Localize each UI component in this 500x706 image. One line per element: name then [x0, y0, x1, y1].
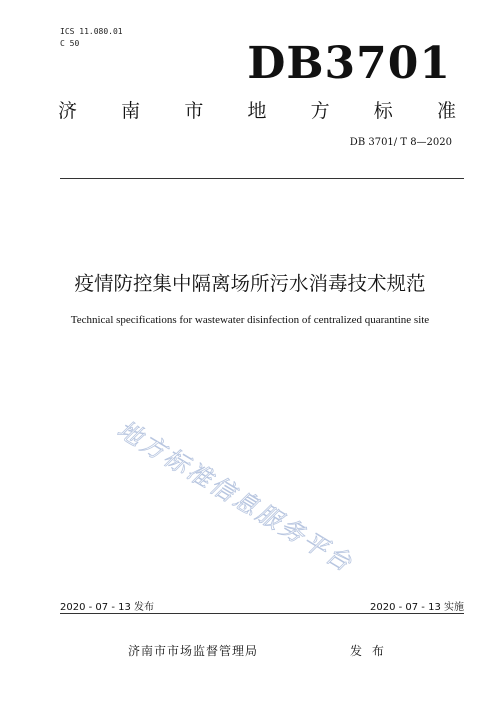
header-divider: [60, 178, 464, 179]
standard-type-char: 地: [247, 100, 267, 122]
ics-code: ICS 11.080.01: [60, 27, 123, 36]
title-english: Technical specifications for wastewater disinfection of centralized quarantine site: [70, 314, 430, 326]
issue-date: 2020 - 07 - 13 发布: [60, 602, 155, 613]
standard-type-char: 准: [436, 100, 456, 122]
implementation-date: 2020 - 07 - 13 实施: [369, 602, 464, 613]
standard-type-char: 市: [184, 100, 204, 122]
standard-logo: DB3701: [247, 38, 451, 89]
issuing-authority: 济南市市场监督管理局: [128, 644, 259, 658]
standard-number: DB 3701/ T 8—2020: [349, 137, 452, 148]
title-chinese: 疫情防控集中隔离场所污水消毒技术规范: [74, 272, 426, 295]
standard-type-char: 方: [310, 100, 330, 122]
ccs-code: C 50: [60, 39, 80, 48]
standard-type-title: [58, 96, 456, 123]
watermark: 地方标准信息服务平台: [112, 415, 359, 579]
standard-type-char: 标: [373, 100, 393, 122]
issue-label: 发 布: [350, 644, 387, 658]
footer-divider: [60, 613, 464, 614]
standard-type-char: 南: [121, 100, 141, 122]
standard-type-char: 济: [58, 100, 78, 122]
classification-codes: [60, 26, 123, 50]
